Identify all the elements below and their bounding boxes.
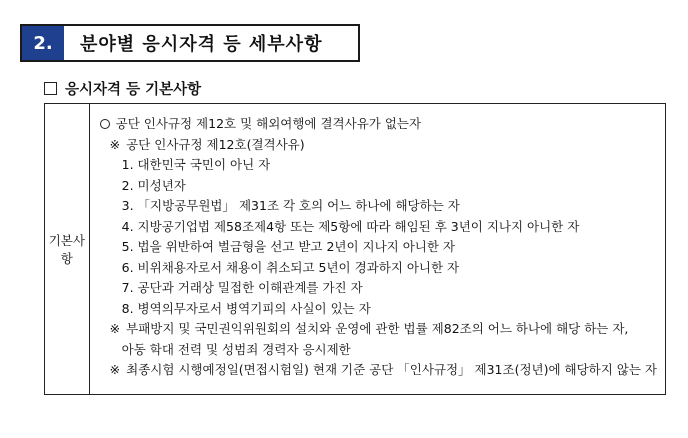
list-item: 6. 비위채용자로서 채용이 취소되고 5년이 경과하지 아니한 자	[121, 259, 460, 275]
reference-mark: ※	[109, 136, 121, 152]
note-anticorruption	[100, 319, 657, 340]
table-row-label: 기본사항	[45, 104, 90, 395]
section-title: 분야별 응시자격 등 세부사항	[80, 34, 323, 55]
list-item: 1. 대한민국 국민이 아닌 자	[121, 157, 271, 172]
note-retirement	[100, 360, 657, 381]
note-retirement-text: 최종시험 시행예정일(면접시험일) 현재 기준 공단 「인사규정」 제31조(정년)에 해당하지 않는 자	[126, 362, 657, 377]
section-number: 2.	[22, 26, 64, 60]
list-item: 3. 「지방공무원법」 제31조 각 호의 어느 하나에 해당하는 자	[121, 198, 460, 213]
list-item: 8. 병역의무자로서 병역기피의 사실이 있는 자	[121, 300, 371, 316]
subheading-text: 응시자격 등 기본사항	[65, 82, 202, 98]
list-item: 7. 공단과 거래상 밀접한 이해관계를 가진 자	[121, 280, 363, 295]
list-item: 2. 미성년자	[121, 177, 186, 193]
reference-mark: ※	[109, 362, 121, 377]
table-row-content	[89, 104, 665, 395]
basic-requirements-table	[44, 103, 666, 395]
checkbox-square-icon	[44, 82, 57, 95]
reference-mark: ※	[109, 321, 121, 336]
list-item: 4. 지방공기업법 제58조제4항 또는 제5항에 따라 해임된 후 3년이 지나지 아니한 자	[121, 218, 580, 234]
circle-bullet-icon	[100, 119, 110, 129]
main-item-text: 공단 인사규정 제12호 및 해외여행에 결격사유가 없는자	[115, 116, 422, 131]
note-title-text: 공단 인사규정 제12호(결격사유)	[126, 136, 305, 152]
note-title	[100, 135, 657, 156]
note-anticorruption-text: 부패방지 및 국민권익위원회의 설치와 운영에 관한 법률 제82조의 어느 하나에 해당 하는 자,	[126, 321, 629, 336]
subheading	[44, 78, 201, 99]
section-header	[20, 24, 360, 62]
list-item: 5. 법을 위반하여 벌금형을 선고 받고 2년이 지나지 아니한 자	[121, 239, 456, 254]
main-item	[100, 114, 657, 135]
note-anticorruption-continued: 아동 학대 전력 및 성범죄 경력자 응시제한	[121, 341, 351, 357]
